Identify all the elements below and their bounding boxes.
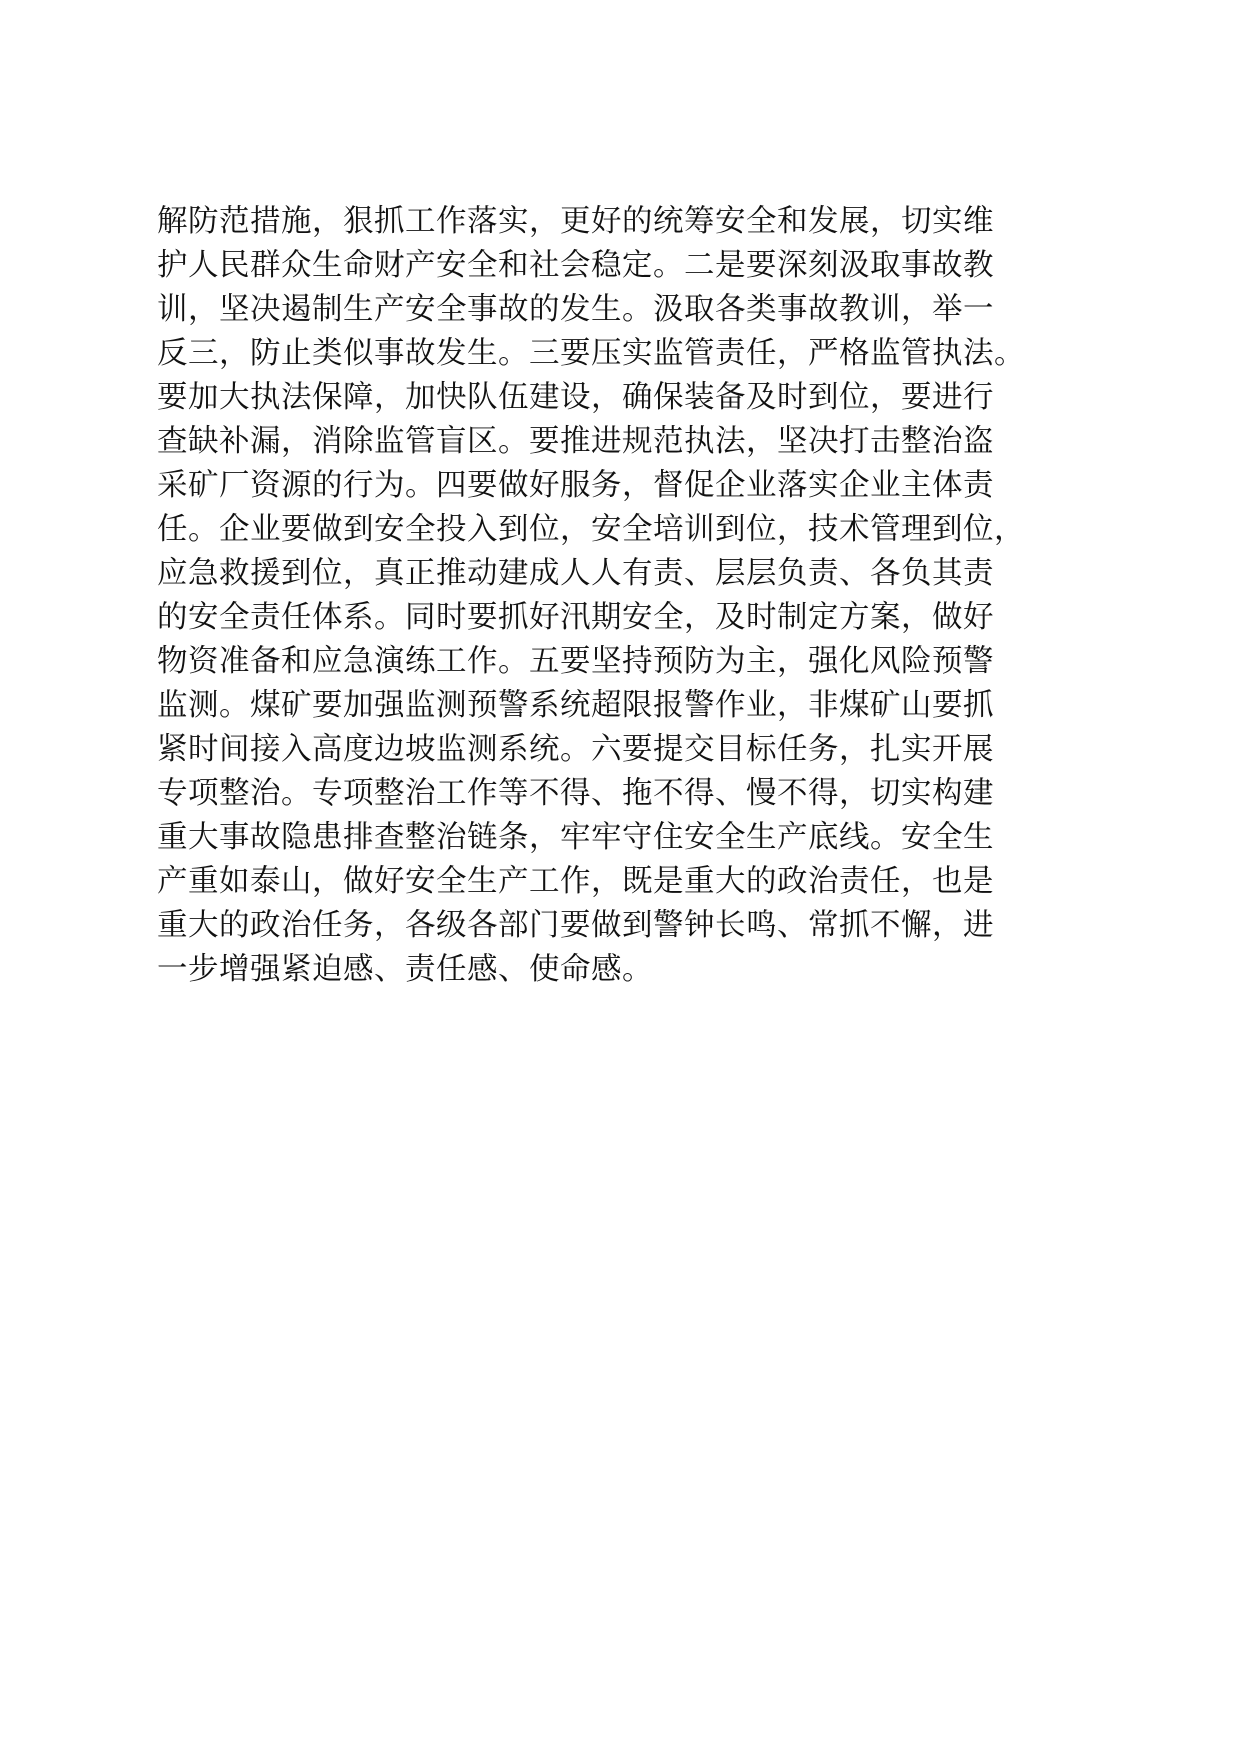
text-line: 紧时间接入高度边坡监测系统。六要提交目标任务，扎实开展 — [157, 732, 994, 767]
text-line: 采矿厂资源的行为。四要做好服务，督促企业落实企业主体责 — [157, 468, 994, 503]
text-line: 重大的政治任务，各级各部门要做到警钟长鸣、常抓不懈，进 — [157, 908, 994, 943]
text-line: 任。企业要做到安全投入到位，安全培训到位，技术管理到位， — [157, 512, 1025, 547]
text-line: 的安全责任体系。同时要抓好汛期安全，及时制定方案，做好 — [157, 600, 994, 635]
body-paragraph — [157, 200, 1087, 992]
text-line: 应急救援到位，真正推动建成人人有责、层层负责、各负其责 — [157, 556, 994, 591]
text-line: 要加大执法保障，加快队伍建设，确保装备及时到位，要进行 — [157, 380, 994, 415]
text-line: 反三，防止类似事故发生。三要压实监管责任，严格监管执法。 — [157, 336, 1025, 371]
text-line: 训，坚决遏制生产安全事故的发生。汲取各类事故教训，举一 — [157, 292, 994, 327]
text-line: 查缺补漏，消除监管盲区。要推进规范执法，坚决打击整治盗 — [157, 424, 994, 459]
text-line: 物资准备和应急演练工作。五要坚持预防为主，强化风险预警 — [157, 644, 994, 679]
text-line: 重大事故隐患排查整治链条，牢牢守住安全生产底线。安全生 — [157, 820, 994, 855]
text-line: 一步增强紧迫感、责任感、使命感。 — [157, 952, 653, 987]
text-line: 监测。煤矿要加强监测预警系统超限报警作业，非煤矿山要抓 — [157, 688, 994, 723]
text-line: 产重如泰山，做好安全生产工作，既是重大的政治责任，也是 — [157, 864, 994, 899]
text-line: 解防范措施，狠抓工作落实，更好的统筹安全和发展，切实维 — [157, 204, 994, 239]
text-line: 专项整治。专项整治工作等不得、拖不得、慢不得，切实构建 — [157, 776, 994, 811]
text-line: 护人民群众生命财产安全和社会稳定。二是要深刻汲取事故教 — [157, 248, 994, 283]
